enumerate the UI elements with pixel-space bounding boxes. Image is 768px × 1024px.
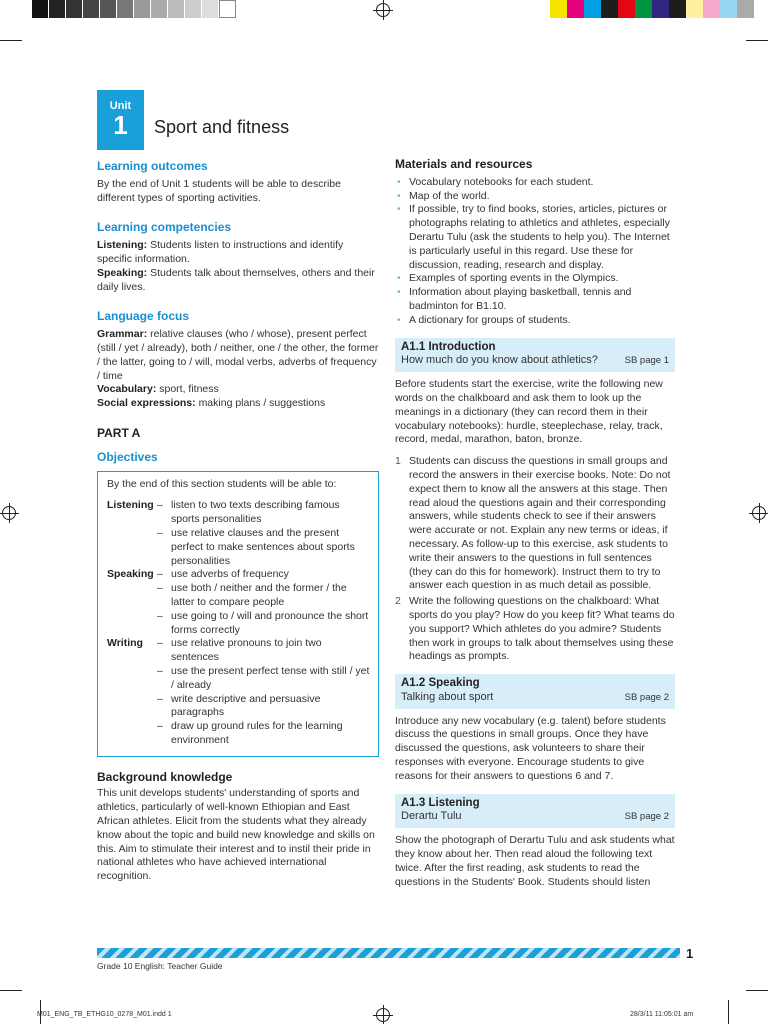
registration-mark-icon xyxy=(376,3,390,17)
right-column xyxy=(395,158,675,893)
crop-mark xyxy=(728,1000,729,1024)
part-a-heading: PART A xyxy=(97,425,141,440)
objective-dash: – xyxy=(157,526,163,539)
footer-guide-title: Grade 10 English: Teacher Guide xyxy=(97,961,223,971)
registration-mark-icon xyxy=(376,1008,390,1022)
learning-outcomes-heading: Learning outcomes xyxy=(97,159,208,173)
unit-badge xyxy=(97,90,144,150)
objective-text: draw up ground rules for the learning environment xyxy=(171,720,343,746)
objective-dash: – xyxy=(157,637,163,650)
objective-row xyxy=(107,568,370,582)
crop-mark xyxy=(746,990,768,991)
objective-skill-label xyxy=(107,582,157,610)
activity-title: A1.1 Introduction xyxy=(401,340,496,353)
materials-item: • Examples of sporting events in the Olympics. xyxy=(395,272,675,286)
objective-dash: – xyxy=(157,609,163,622)
crop-mark xyxy=(0,40,22,41)
registration-mark-icon xyxy=(2,506,16,520)
registration-mark-icon xyxy=(752,506,766,520)
objective-text: use going to / will and pronounce the short forms correctly xyxy=(171,609,369,636)
activity-box-a12 xyxy=(395,674,675,709)
vocabulary-line xyxy=(97,383,379,397)
materials-item: • If possible, try to find books, stories, articles, pictures or photographs relating to athletics and athletes, especially Derartu Tulu (ask the students to help you). The Internet is particularly useful in this regard. Use these for discussion, reading, research and display. xyxy=(395,203,675,272)
objective-text: use relative pronouns to join two sentences xyxy=(171,637,322,664)
social-expressions-line xyxy=(97,397,379,411)
print-slug-date: 28/3/11 11:05:01 am xyxy=(630,1011,694,1018)
process-color-bar xyxy=(550,0,754,18)
activity-subtitle: How much do you know about athletics? xyxy=(401,354,598,367)
competency-listening-label: Listening: xyxy=(97,239,148,252)
background-heading: Background knowledge xyxy=(97,769,233,784)
objectives-list xyxy=(107,499,370,747)
objective-row xyxy=(107,665,370,693)
footer-band xyxy=(97,948,680,958)
a11-text: Before students start the exercise, write the following new words on the chalkboard and ask them to look up the meanings in a dictionary (they can record them in their vocabulary notebooks): hurdle, steeplechase, relay, track, record, medal, marathon, baton, bronze. xyxy=(395,378,663,446)
objective-dash: – xyxy=(157,499,163,512)
objectives-box xyxy=(97,471,379,757)
objective-row xyxy=(107,582,370,610)
objective-row xyxy=(107,499,370,527)
competency-speaking-label: Speaking: xyxy=(97,266,148,279)
step-number: 2 xyxy=(395,595,401,608)
materials-item: • Vocabulary notebooks for each student. xyxy=(395,176,675,190)
objective-skill-label: Listening xyxy=(107,499,154,512)
objective-skill-label xyxy=(107,665,157,693)
page-number: 1 xyxy=(686,946,694,961)
competency-speaking-text: Students talk about themselves, others and their daily lives. xyxy=(97,266,375,293)
vocabulary-text: sport, fitness xyxy=(159,383,219,396)
gray-color-bar xyxy=(32,0,236,18)
grammar-text: relative clauses (who / whose), present perfect (still / yet / already), both / neither, one / the other, the former / the latter, going to / will, modal verbs, adverbs of frequency / time xyxy=(97,328,379,382)
a11-steps xyxy=(395,455,675,664)
objective-skill-label: Speaking xyxy=(107,568,154,581)
objective-text: use relative clauses and the present perfect to make sentences about sports personalities xyxy=(171,526,355,567)
social-expressions-label: Social expressions: xyxy=(97,397,196,410)
materials-item: • A dictionary for groups of students. xyxy=(395,314,675,328)
print-slug-file: M01_ENG_TB_ETHG10_0278_M01.indd 1 xyxy=(37,1011,172,1018)
activity-title: A1.3 Listening xyxy=(401,796,480,809)
activity-box-a11 xyxy=(395,338,675,373)
learning-competencies-heading: Learning competencies xyxy=(97,220,232,235)
materials-heading: Materials and resources xyxy=(395,157,533,171)
objective-row xyxy=(107,610,370,638)
objectives-intro: By the end of this section students will be able to: xyxy=(107,477,337,490)
objective-dash: – xyxy=(157,692,163,705)
materials-item: • Information about playing basketball, tennis and badminton for B1.10. xyxy=(395,286,675,314)
objective-text: write descriptive and persuasive paragraphs xyxy=(171,692,321,719)
crop-mark xyxy=(0,990,22,991)
objective-text: listen to two texts describing famous sports personalities xyxy=(171,499,340,526)
materials-list xyxy=(395,176,675,328)
objective-dash: – xyxy=(157,664,163,677)
page-title: Sport and fitness xyxy=(154,117,290,137)
activity-subtitle: Derartu Tulu xyxy=(401,810,462,823)
competency-listening-text: Students listen to instructions and identify specific information. xyxy=(97,239,344,265)
objective-skill-label xyxy=(107,720,157,748)
objective-text: use the present perfect tense with still / yet / already xyxy=(171,664,370,691)
sb-page-ref: SB page 1 xyxy=(624,355,669,367)
sb-page-ref: SB page 2 xyxy=(624,811,669,823)
competency-speaking xyxy=(97,267,379,295)
objective-skill-label xyxy=(107,527,157,568)
grammar-label: Grammar: xyxy=(97,328,148,341)
activity-title: A1.2 Speaking xyxy=(401,677,480,690)
background-text: This unit develops students' understanding of sports and athletics, particularly of well-known Ethiopian and East African athletes. Elicit from the students what they already know about the topic and build new knowledge and skills on this. Aim to stimulate their interest and to instil their pride in national athletes who have achieved international recognition. xyxy=(97,787,375,883)
objective-dash: – xyxy=(157,720,163,733)
activity-subtitle: Talking about sport xyxy=(401,690,494,703)
left-column xyxy=(97,160,379,888)
step-text: Write the following questions on the chalkboard: What sports do you play? How do you keep fit? What teams do you support? Which athletes do you admire? Students then work in groups to talk about themselves using these headings as prompts. xyxy=(409,595,675,663)
learning-outcomes-text: By the end of Unit 1 students will be able to describe different types of sporting activities. xyxy=(97,177,341,204)
numbered-step xyxy=(395,455,675,593)
objective-dash: – xyxy=(157,582,163,595)
objective-skill-label xyxy=(107,610,157,638)
unit-number: 1 xyxy=(113,110,128,140)
vocabulary-label: Vocabulary: xyxy=(97,383,157,396)
objective-dash: – xyxy=(157,568,163,581)
unit-word: Unit xyxy=(109,100,132,112)
step-number: 1 xyxy=(395,455,401,468)
materials-item: • Map of the world. xyxy=(395,190,675,204)
competency-listening xyxy=(97,239,379,267)
crop-mark xyxy=(746,40,768,41)
sb-page-ref: SB page 2 xyxy=(624,691,669,703)
activity-box-a13 xyxy=(395,794,675,829)
objective-row xyxy=(107,527,370,568)
objective-row xyxy=(107,693,370,721)
objective-row xyxy=(107,637,370,665)
objectives-heading: Objectives xyxy=(97,449,158,464)
objective-skill-label xyxy=(107,693,157,721)
objective-text: use both / neither and the former / the latter to compare people xyxy=(171,582,347,608)
social-expressions-text: making plans / suggestions xyxy=(198,397,326,410)
objective-text: use adverbs of frequency xyxy=(171,568,289,581)
numbered-step xyxy=(395,595,675,664)
step-text: Students can discuss the questions in small groups and record the answers in their exercise books. Note: Do not expect them to know all the answers at this stage. Then read aloud the questions again and their corresponding answers, while students check to see if their answers were accurate or not. Explain any new terms or ideas, if necessary. As follow-up to this exercise, ask students to write their answers to the questions in full sentences (they can do this for homework). Instruct them to try to answer each question in as much detail as possible. xyxy=(409,455,671,592)
a13-text: Show the photograph of Derartu Tulu and ask students what they know about her. Then read aloud the following text twice. After the first reading, ask students to read the questions in the Students' Book. Students should listen xyxy=(395,834,675,888)
language-focus-heading: Language focus xyxy=(97,309,190,324)
objective-row xyxy=(107,720,370,748)
a12-text: Introduce any new vocabulary (e.g. talent) before students discuss the questions in small groups. Once they have discussed the questions, ask volunteers to share their responses with everyone. Encourage students to give reasons for their answers to questions 6 and 7. xyxy=(395,714,666,782)
objective-skill-label: Writing xyxy=(107,637,143,650)
grammar-line xyxy=(97,328,379,383)
